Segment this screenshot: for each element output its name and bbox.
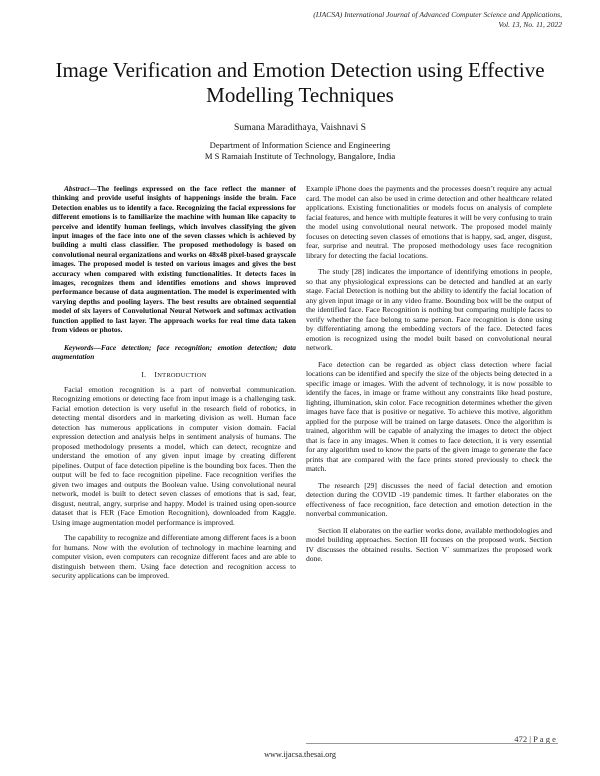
affiliation-institute: M S Ramaiah Institute of Technology, Bangalore, India — [204, 151, 396, 161]
section-heading-introduction — [52, 370, 296, 381]
affiliation-department: Department of Information Science and Engineering — [209, 140, 391, 150]
footer-url: www.ijacsa.thesai.org — [264, 750, 336, 759]
right-paragraph-4: The research [29] discusses the need of facial detection and emotion detection during the COVID -19 pandemic times. It farther elaborates on the effectiveness of face recognition, face detection and emotion detection in the nonverbal communication. — [306, 480, 552, 518]
abstract-lead: Abstract— — [64, 184, 97, 193]
right-paragraph-2: The study [28] indicates the importance of identifying emotions in people, so that any physiological expressions can be detected and handled at an early stage. Facial Detection is nothing but the ability to identify the facial location of any given input image or in any video frame. Bounding box will be the output of the identified face. Face Recognition is nothing but comparing multiple faces to verify whether the face belong to same person. Face recognition is done using by differentiating among the embedding vectors of the face. Detected faces emotion is recognized using the model built based on convolutional neural network. — [306, 267, 552, 352]
journal-header — [142, 10, 562, 30]
section-title-rest: NTRODUCTION — [157, 372, 207, 380]
footer-divider — [306, 743, 558, 744]
right-paragraph-3: Face detection can be regarded as object class detection where facial locations can be identified and specify the size of the objects being detected in a specific image or images. With the advent of technology, it is now possible to identify the faces, in image or frame without any constraints like head posture, lighting, illumination, skin color. Face recognition determines whether the given images have face that is positive or negative. To achieve this motive, algorithm applied for the purpose will be trained on large datasets. Once the algorithm is trained, algorithm will be capable of analyzing the images to detect the object that is face in any images. When it comes to face detection, it is very essential for any algorithm used to know the parts of the given image to generate the face prints that are compared with the face prints stored previously to check the match. — [306, 359, 552, 473]
paper-title: Image Verification and Emotion Detection using Effective Modelling Techniques — [55, 58, 545, 107]
page-number: 472 | P a g e — [514, 734, 556, 744]
keywords: Keywords—Face detection; face recognition; emotion detection; data augmentation — [52, 342, 296, 361]
paper-authors: Sumana Maradithaya, Vaishnavi S — [234, 122, 366, 133]
right-column — [306, 184, 552, 571]
section-title-initial: I — [154, 370, 158, 380]
journal-volume: Vol. 13, No. 11, 2022 — [498, 20, 562, 29]
intro-paragraph-1: Facial emotion recognition is a part of nonverbal communication. Recognizing emotions or detecting face from input image is a challenging task. Facial emotion detection is very useful in the research field of robotics, in detecting mental disorders and in marketing division as well. Human face detection has numerous applications in computer vision domain. Facial expression detection and analysis helps in sentiment analysis of humans. The proposed methodology presents a model, which can detect, recognize and understand the emotion of any given input image by creating different pipelines. Output of face detection pipeline is the bounding box faces. Then the output will be fed to face recognition pipeline. Face recognition verifies the given two images and outputs the Boolean value. Using convolutional neural network, model is built to detect seven classes of emotions that is sad, fear, disgust, neutral, angry, surprise and happy. Model is trained using open-source dataset that is FER (Face Emotion Recognition), downloaded from Kaggle. Using image augmentation model performance is improved. — [52, 384, 296, 527]
abstract — [52, 184, 296, 335]
left-column — [52, 184, 296, 587]
abstract-text: The feelings expressed on the face reflect the manner of thinking and provide useful insights of happenings inside the brain. Face Detection enables us to identify a face. Recognizing the facial expressions for different emotions is to familiarize the machine with human like capacity to perceive and identify human feelings, which involves classifying the given input images of the face into one of the seven classes which is achieved by building a multi class classifier. The proposed methodology is based on convolutional neural organizations and works on 48x48 pixel-based grayscale images. The proposed model is tested on various images and gives the best accuracy when compared with existing functionalities. It detects faces in images, recognizes them and identifies emotions and shows improved performance because of data augmentation. The model is experimented with varying depths and pooling layers. The best results are obtained sequential model of six layers of Convolutional Neural Network and softmax activation function applied to last layer. The approach works for real time data taken from videos or photos. — [52, 184, 296, 335]
right-paragraph-1: Example iPhone does the payments and the processes doesn’t require any actual card. The model can also be used in crime detection and other healthcare related applications. Existing functionalities or models focus on analysis of complete facial features, and hence with multiple features it will be very confusing to train the model using convolutional neural network. The proposed model mainly focuses on detecting seven classes of emotions that is happy, sad, anger, disgust, fear, surprise and neutral. The proposed methodology uses face recognition library for detecting the facial locations. — [306, 184, 552, 260]
intro-paragraph-2: The capability to recognize and differentiate among different faces is a boon for humans. Now with the evolution of technology in machine learning and computer vision, even computers can recognize different faces and are able to distinguish between them. Using face detection and recognition access to security applications can be improved. — [52, 533, 296, 581]
journal-name: (IJACSA) International Journal of Advanced Computer Science and Applications, — [313, 10, 562, 19]
section-number: I. — [141, 370, 147, 380]
author-affiliation — [30, 140, 570, 162]
right-paragraph-5: Section II elaborates on the earlier works done, available methodologies and model building approaches. Section III focuses on the proposed work. Section IV discusses the obtained results. Section V` summarizes the proposed work done. — [306, 525, 552, 563]
